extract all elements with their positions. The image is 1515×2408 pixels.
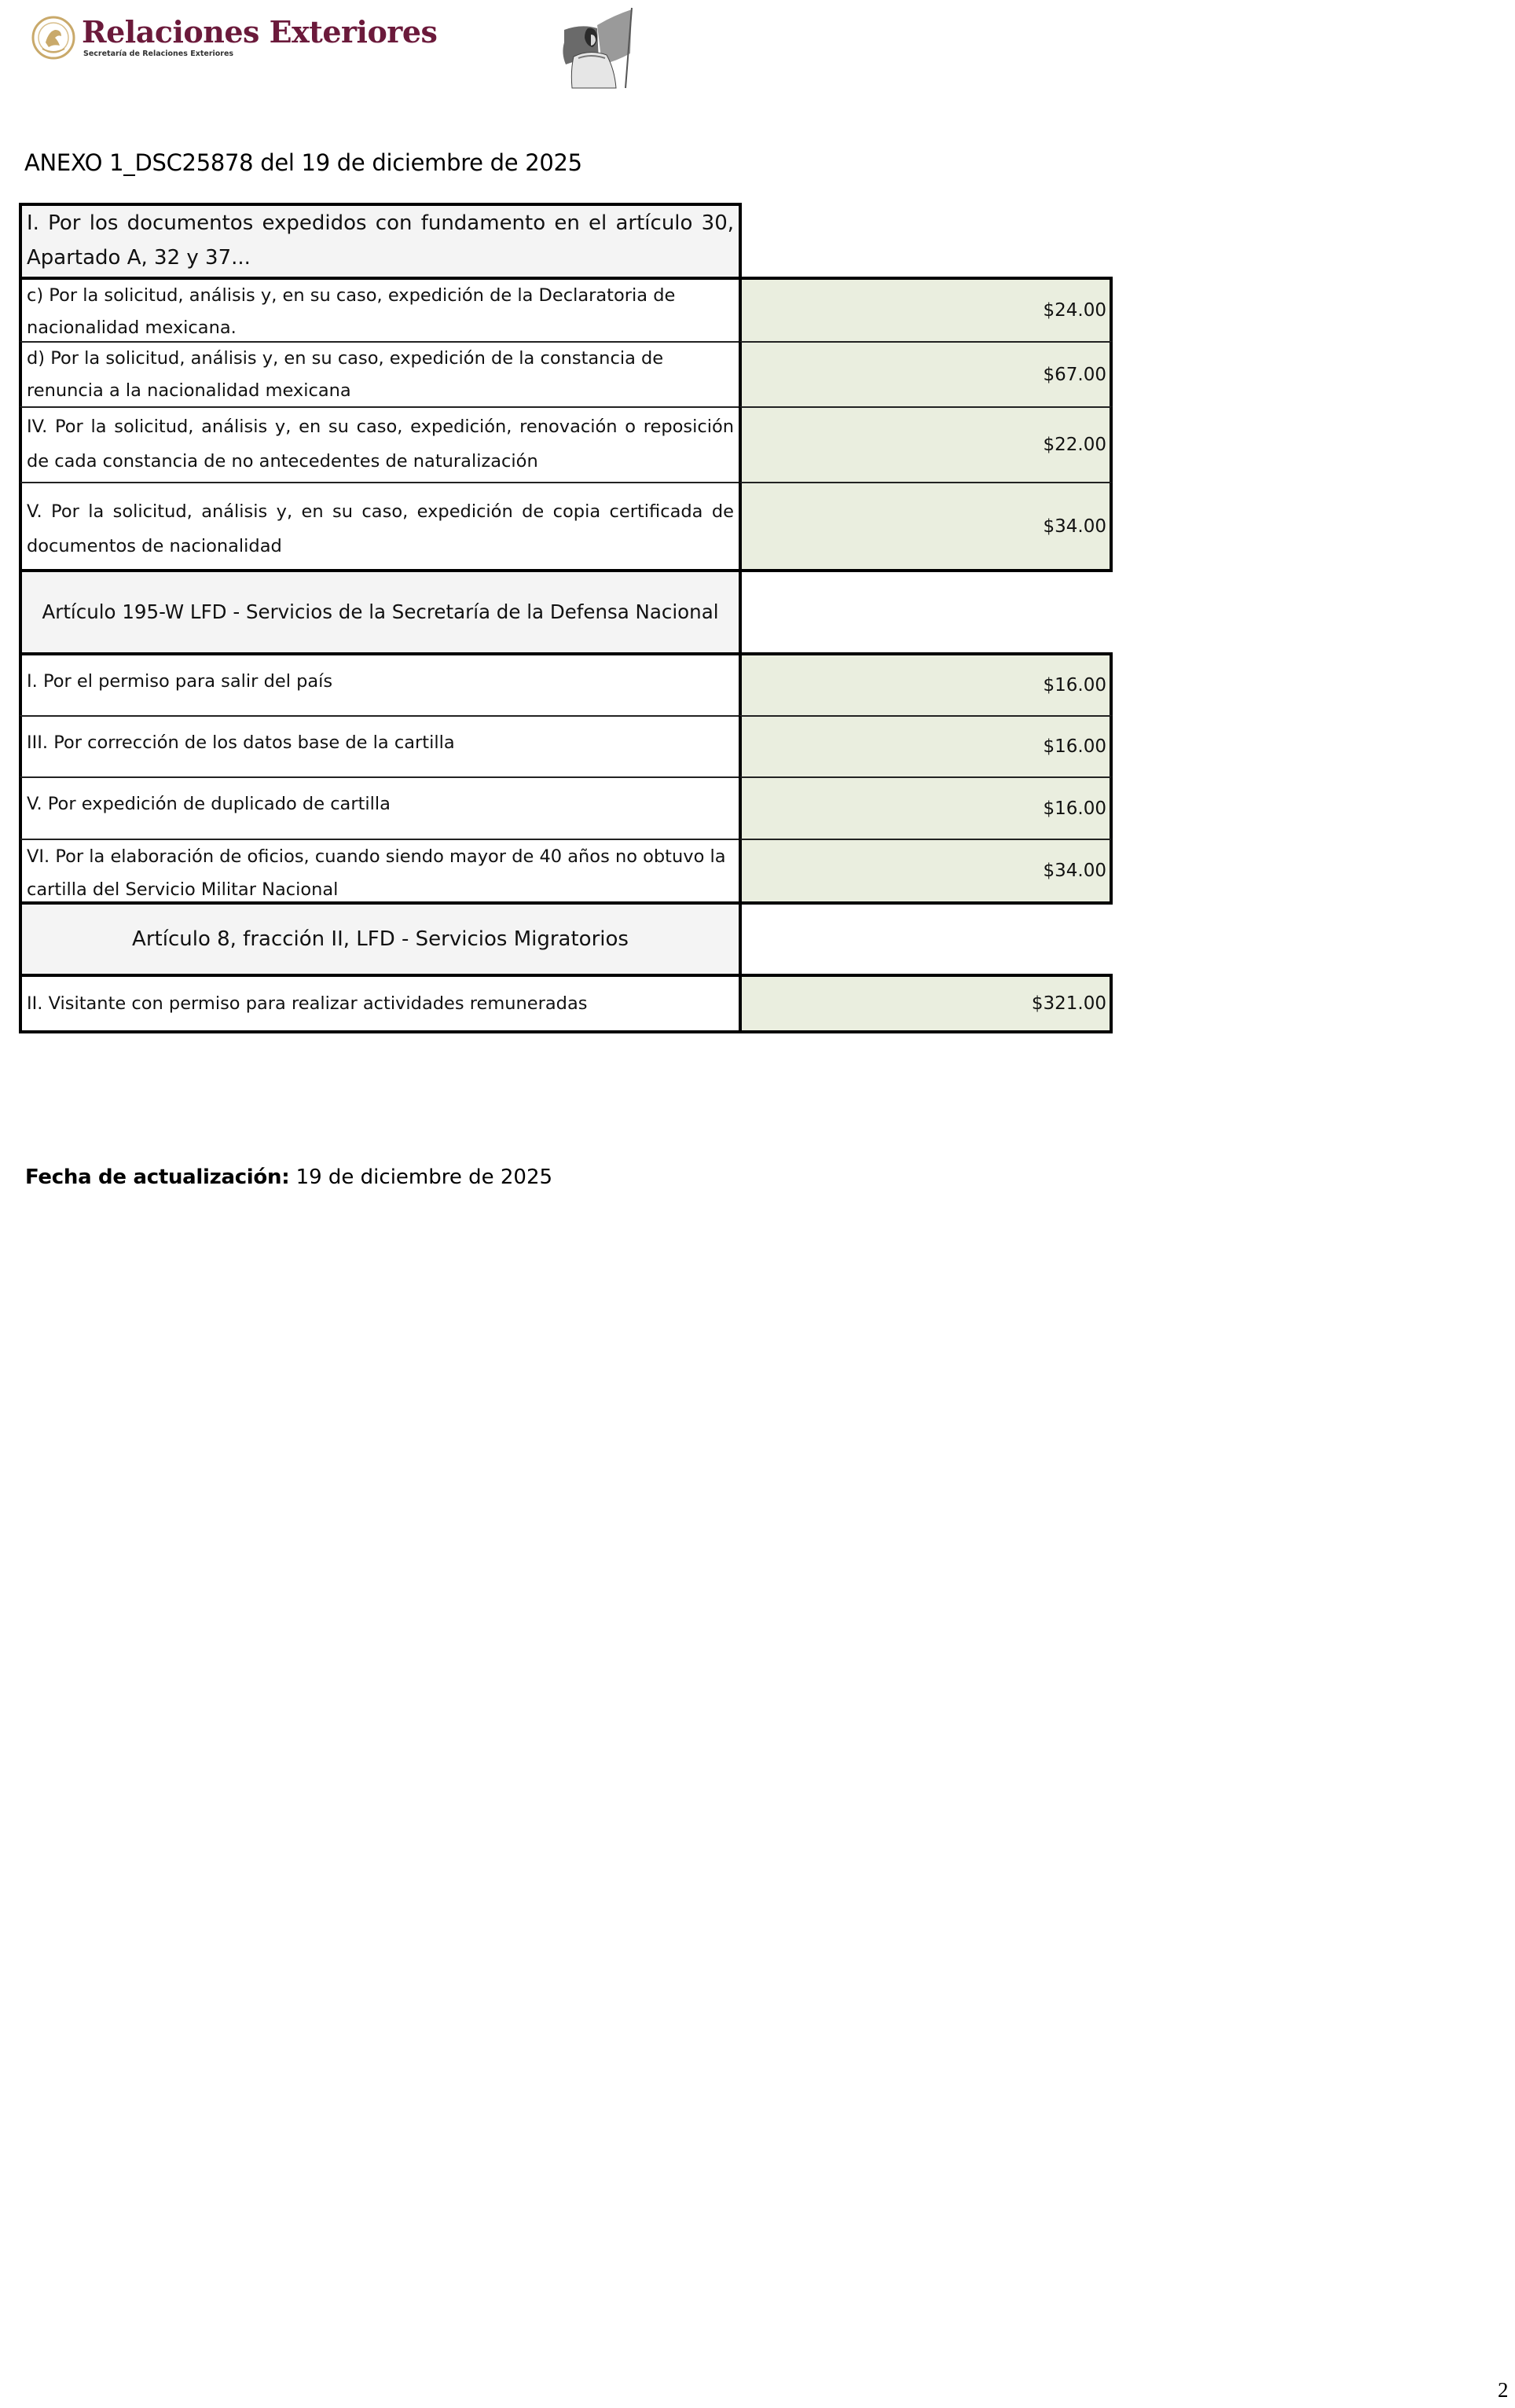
sre-logo: [31, 14, 438, 63]
section-heading: I. Por los documentos expedidos con fundamento en el artículo 30, Apartado A, 32 y 37...: [19, 203, 742, 277]
table-row-description: I. Por el permiso para salir del país: [19, 652, 742, 715]
table-row-description: IV. Por la solicitud, análisis y, en su caso, expedición, renovación o reposición de cada constancia de no antecedentes de naturalización: [19, 406, 742, 482]
table-row-description: V. Por la solicitud, análisis y, en su caso, expedición de copia certificada de documentos de nacionalidad: [19, 482, 742, 572]
table-row-price: $16.00: [739, 652, 1113, 715]
table-row-price: $24.00: [739, 277, 1113, 341]
document-title: ANEXO 1_DSC25878 del 19 de diciembre de 2025: [24, 149, 582, 176]
update-date-value: 19 de diciembre de 2025: [295, 1165, 553, 1189]
page-number: 2: [1498, 2378, 1509, 2402]
update-date-label: Fecha de actualización:: [25, 1165, 290, 1189]
table-row-description: II. Visitante con permiso para realizar actividades remuneradas: [19, 974, 742, 1033]
section-heading: Artículo 195-W LFD - Servicios de la Secretaría de la Defensa Nacional: [19, 572, 742, 652]
table-row-description: c) Por la solicitud, análisis y, en su caso, expedición de la Declaratoria de nacionalidad mexicana.: [19, 277, 742, 341]
brand-name: Relaciones Exteriores: [82, 14, 438, 50]
table-row-description: d) Por la solicitud, análisis y, en su caso, expedición de la constancia de renuncia a la nacionalidad mexicana: [19, 341, 742, 406]
table-row-price: $22.00: [739, 406, 1113, 482]
table-row-price: $67.00: [739, 341, 1113, 406]
table-row-price: $321.00: [739, 974, 1113, 1033]
table-row-description: III. Por corrección de los datos base de la cartilla: [19, 715, 742, 776]
table-row-description: VI. Por la elaboración de oficios, cuando siendo mayor de 40 años no obtuvo la cartilla del Servicio Militar Nacional: [19, 839, 742, 905]
table-row-price: $16.00: [739, 715, 1113, 776]
table-row-price: $16.00: [739, 776, 1113, 839]
update-date: [25, 1165, 552, 1189]
section-heading: Artículo 8, fracción II, LFD - Servicios Migratorios: [19, 905, 742, 974]
woman-with-flag-illustration-icon: [550, 6, 636, 90]
table-row-description: V. Por expedición de duplicado de cartilla: [19, 776, 742, 839]
mexican-coat-of-arms-seal-icon: [31, 16, 75, 60]
table-row-price: $34.00: [739, 482, 1113, 572]
table-row-price: $34.00: [739, 839, 1113, 905]
brand-subtitle: Secretaría de Relaciones Exteriores: [83, 50, 234, 58]
